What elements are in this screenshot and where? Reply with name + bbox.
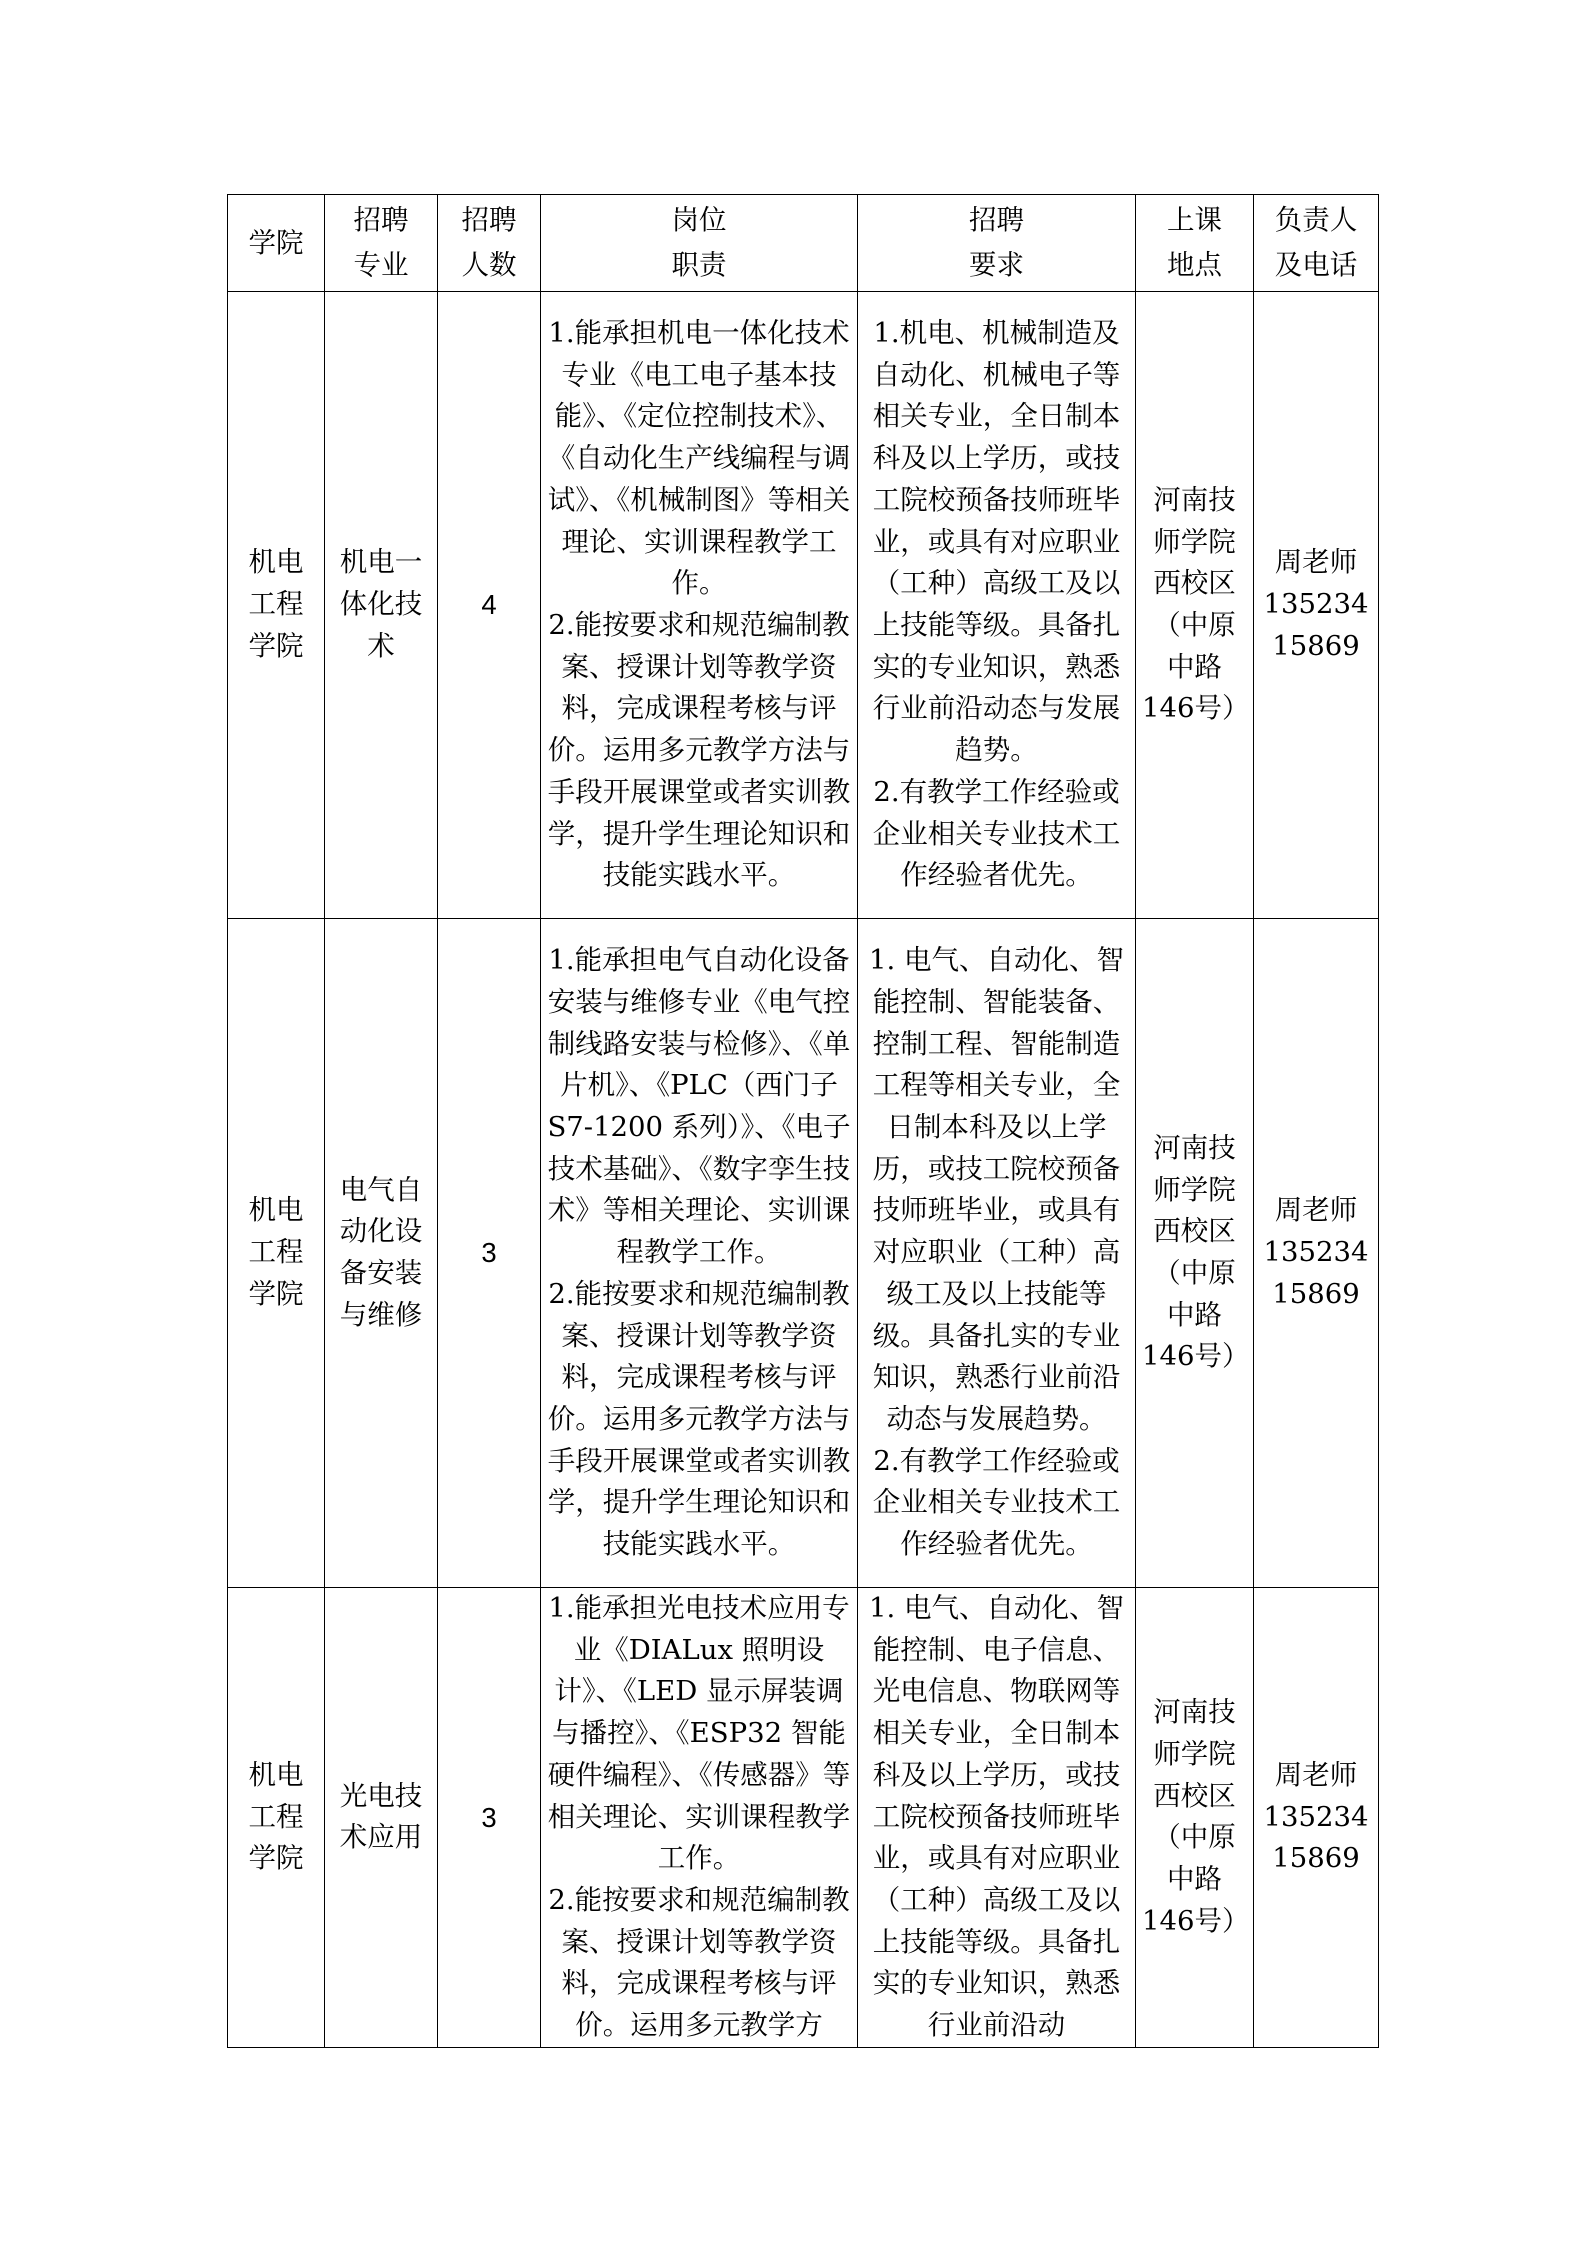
contact-cell: 周老师 135234 15869 xyxy=(1254,1588,1379,2048)
duties-cell xyxy=(541,919,858,1588)
requirement-item: 1.机电、机械制造及自动化、机械电子等相关专业，全日制本科及以上学历，或技工院校预备技师班毕业，或具有对应职业（工种）高级工及以上技能等级。具备扎实的专业知识，熟悉行业前沿动态与发展趋势。 xyxy=(872,317,1121,767)
location-cell: 河南技 师学院 西校区 （中原 中路 146号） xyxy=(1136,292,1254,919)
table-header-row xyxy=(228,195,1379,292)
major-cell: 电气自 动化设 备安装 与维修 xyxy=(325,919,438,1588)
requirement-item: 1. 电气、自动化、智能控制、智能装备、控制工程、智能制造工程等相关专业，全日制本科及以上学历，或技工院校预备技师班毕业，或具有对应职业（工种）高级工及以上技能等级。具备扎实的专业知识，熟悉行业前沿动态与发展趋势。 xyxy=(869,944,1124,1435)
count-cell: 3 xyxy=(438,1588,541,2048)
header-count: 招聘 人数 xyxy=(438,195,541,292)
requirements-cell xyxy=(858,919,1136,1588)
location-cell: 河南技 师学院 西校区 （中原 中路 146号） xyxy=(1136,919,1254,1588)
requirement-item: 2.有教学工作经验或企业相关专业技术工作经验者优先。 xyxy=(872,1444,1121,1561)
header-duties: 岗位 职责 xyxy=(541,195,858,292)
college-cell: 机电 工程 学院 xyxy=(228,1588,325,2048)
header-contact: 负责人 及电话 xyxy=(1254,195,1379,292)
contact-cell: 周老师 135234 15869 xyxy=(1254,919,1379,1588)
count-cell: 3 xyxy=(438,919,541,1588)
table-row xyxy=(228,919,1379,1588)
table-row xyxy=(228,292,1379,919)
duty-item: 1.能承担电气自动化设备安装与维修专业《电气控制线路安装与检修》、《单片机》、《PLC（西门子 S7-1200 系列）》、《电子技术基础》、《数字孪生技术》等相关理论、实训课程教学工作。 xyxy=(547,944,851,1269)
duty-item: 2.能按要求和规范编制教案、授课计划等教学资料，完成课程考核与评价。运用多元教学方法与手段开展课堂或者实训教学，提升学生理论知识和技能实践水平。 xyxy=(547,1277,851,1561)
requirement-item: 2.有教学工作经验或企业相关专业技术工作经验者优先。 xyxy=(872,775,1121,892)
count-cell: 4 xyxy=(438,292,541,919)
header-requirements: 招聘 要求 xyxy=(858,195,1136,292)
duties-cell xyxy=(541,292,858,919)
recruitment-table xyxy=(227,194,1379,2048)
duty-item: 1.能承担光电技术应用专业《DIALux 照明设计》、《LED 显示屏装调与播控》、《ESP32 智能硬件编程》、《传感器》等相关理论、实训课程教学工作。 xyxy=(547,1592,851,1875)
major-cell: 机电一 体化技 术 xyxy=(325,292,438,919)
college-cell: 机电 工程 学院 xyxy=(228,919,325,1588)
college-cell: 机电 工程 学院 xyxy=(228,292,325,919)
duties-cell xyxy=(541,1588,858,2048)
header-location: 上课 地点 xyxy=(1136,195,1254,292)
requirement-item: 1. 电气、自动化、智能控制、电子信息、光电信息、物联网等相关专业，全日制本科及以上学历，或技工院校预备技师班毕业，或具有对应职业（工种）高级工及以上技能等级。具备扎实的专业知识，熟悉行业前沿动 xyxy=(869,1592,1124,2042)
header-college: 学院 xyxy=(228,195,325,292)
requirements-cell xyxy=(858,292,1136,919)
requirements-cell xyxy=(858,1588,1136,2048)
duty-item: 1.能承担机电一体化技术专业《电工电子基本技能》、《定位控制技术》、《自动化生产线编程与调试》、《机械制图》等相关理论、实训课程教学工作。 xyxy=(547,317,851,600)
location-cell: 河南技 师学院 西校区 （中原 中路 146号） xyxy=(1136,1588,1254,2048)
duty-item: 2.能按要求和规范编制教案、授课计划等教学资料，完成课程考核与评价。运用多元教学方 xyxy=(548,1883,850,2042)
table-row xyxy=(228,1588,1379,2048)
contact-cell: 周老师 135234 15869 xyxy=(1254,292,1379,919)
header-major: 招聘 专业 xyxy=(325,195,438,292)
duty-item: 2.能按要求和规范编制教案、授课计划等教学资料，完成课程考核与评价。运用多元教学方法与手段开展课堂或者实训教学，提升学生理论知识和技能实践水平。 xyxy=(547,609,851,892)
major-cell: 光电技 术应用 xyxy=(325,1588,438,2048)
